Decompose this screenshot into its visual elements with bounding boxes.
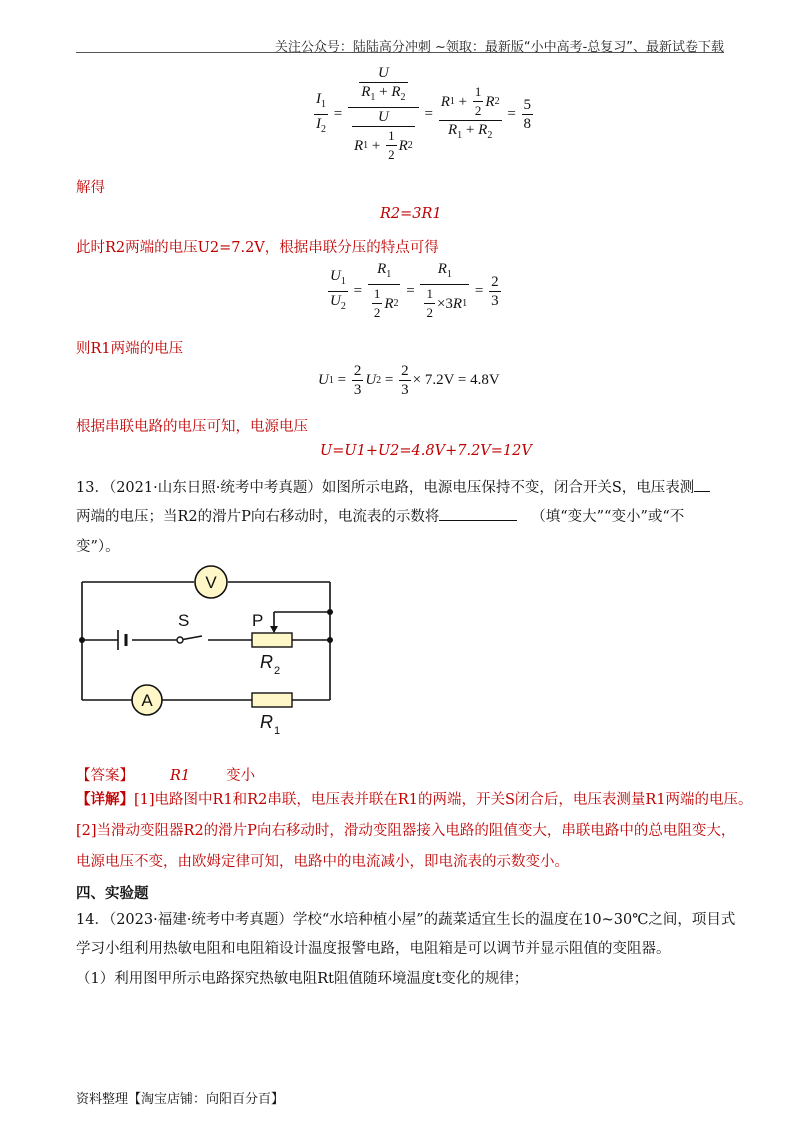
answer-line: 【答案】 R1 变小 bbox=[76, 768, 256, 784]
slider-arrow bbox=[270, 626, 278, 633]
switch-label: S bbox=[178, 611, 190, 630]
frac-big: $\frac{U}{R_1 + R_2}$ U R 1 + $\frac{1}{2}$ R 2 bbox=[348, 64, 419, 164]
page-header: 关注公众号：陆陆高分冲刺 ~领取：最新版“小中高考-总复习”、最新试卷下载 bbox=[274, 40, 724, 55]
switch-contact bbox=[177, 637, 183, 643]
frac-result: $\frac{5}{8}$ bbox=[523, 96, 532, 132]
q14-line2: 学习小组利用热敏电阻和电阻箱设计温度报警电路，电阻箱是可以调节并显示阻值的变阻器。 bbox=[76, 941, 671, 957]
u2-line: 此时R2两端的电压U2=7.2V，根据串联分压的特点可得 bbox=[76, 240, 439, 256]
source-line: 根据串联电路的电压可知，电源电压 bbox=[76, 419, 308, 435]
q14-line1: 14．（2023·福建·统考中考真题）学校“水培种植小屋”的蔬菜适宜生长的温度在10~30℃之间，项目式 bbox=[76, 912, 736, 928]
frac-i1-i2: $\frac{I_1}{I_2}$ bbox=[316, 90, 326, 135]
r1-line: 则R1两端的电压 bbox=[76, 341, 184, 357]
r2-equals: R2=3R1 bbox=[380, 206, 442, 222]
page-footer: 资料整理【淘宝店铺：向阳百分百】 bbox=[76, 1092, 285, 1107]
r1-sub: 1 bbox=[274, 725, 281, 737]
total-voltage: U=U1+U2=4.8V+7.2V=12V bbox=[320, 443, 532, 459]
resistor-r2 bbox=[252, 633, 292, 647]
resistor-r1 bbox=[252, 693, 292, 707]
junction-right-top bbox=[327, 609, 333, 615]
junction-right-mid bbox=[327, 637, 333, 643]
equation-voltage-ratio: $\frac{U_1}{U_2}$ = $R_1$ $\frac{1}{2}$ R 2 = $R_1$ $\frac{1}{2}$ ×3 R 1 = $\frac{2}{3}$ bbox=[330, 261, 499, 320]
r2-sub: 2 bbox=[274, 665, 281, 677]
frac-mid: R 1 + $\frac{1}{2}$ R 2 $R_1 + R_2$ bbox=[440, 84, 500, 141]
slider-label: P bbox=[252, 611, 264, 630]
circuit-diagram bbox=[70, 560, 350, 750]
header-rule bbox=[76, 52, 724, 53]
section-title: 四、实验题 bbox=[76, 885, 149, 902]
equation-u1: U 1 = $\frac{2}{3}$ U 2 = $\frac{2}{3}$ × 7.2V = 4.8V bbox=[318, 363, 500, 398]
equation-current-ratio: $\frac{I_1}{I_2}$ = $\frac{U}{R_1 + R_2}$ U R 1 + $\frac{1}{2}$ R 2 = R 1 + $\frac{1}{2}$ R 2 $R_1 + R_2$ = $\frac{5}{8}$ bbox=[316, 65, 532, 162]
q14-line3: （1）利用图甲所示电路探究热敏电阻Rt阻值随环境温度t变化的规律； bbox=[76, 971, 529, 987]
q13-line1: 13．（2021·山东日照·统考中考真题）如图所示电路，电源电压保持不变，闭合开关S，电压表测 bbox=[76, 476, 710, 497]
solve-label: 解得 bbox=[76, 180, 105, 196]
q13-line3: 变”）。 bbox=[76, 539, 120, 555]
r2-label: R bbox=[260, 652, 273, 672]
q13-line2: 两端的电压；当R2的滑片P向右移动时，电流表的示数将 （填“变大”“变小”或“不 bbox=[76, 509, 685, 525]
junction-left bbox=[79, 637, 85, 643]
voltmeter-label: V bbox=[205, 573, 217, 592]
ammeter-label: A bbox=[141, 691, 153, 710]
detail-block: 【详解】[1]电路图中R1和R2串联，电压表并联在R1的两端，开关S闭合后，电压表测量R1两端的电压。 [2]当滑动变阻器R2的滑片P向右移动时，滑动变阻器接入电路的阻值变大，串联电路中的总电阻变大， 电源电压不变，由欧姆定律可知，电路中的电流减小，即电流表的示数变小。 bbox=[76, 791, 753, 870]
r1-label: R bbox=[260, 712, 273, 732]
